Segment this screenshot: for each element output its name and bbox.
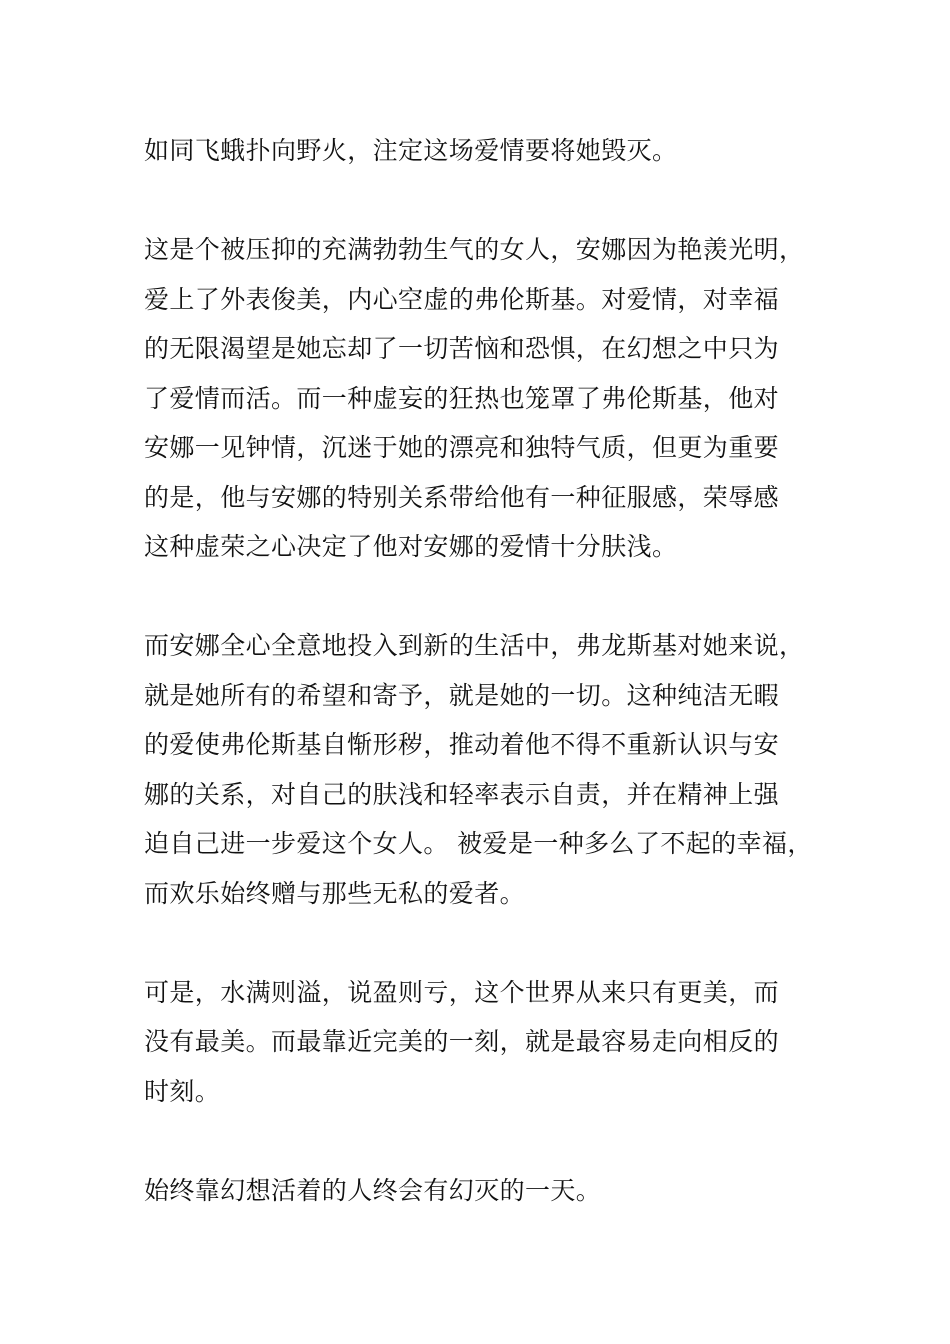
text-line: 了爱情而活。而一种虚妄的狂热也笼罩了弗伦斯基，他对: [144, 383, 780, 413]
text-line: 的爱使弗伦斯基自惭形秽，推动着他不得不重新认识与安: [144, 730, 780, 759]
paragraph-4: [144, 968, 834, 1117]
text-line: 就是她所有的希望和寄予，就是她的一切。这种纯洁无暇: [144, 680, 780, 710]
text-line: 迫自己进一步爱这个女人。 被爱是一种多么了不起的幸福，: [144, 829, 813, 858]
text-line: 爱上了外表俊美，内心空虚的弗伦斯基。对爱情，对幸福: [144, 284, 780, 314]
text-line: 而安娜全心全意地投入到新的生活中，弗龙斯基对她来说，: [144, 631, 805, 660]
text-line: 可是，水满则溢，说盈则亏，这个世界从来只有更美，而: [144, 977, 780, 1007]
document-body: [144, 126, 834, 1265]
text-line: 娜的关系，对自己的肤浅和轻率表示自责，并在精神上强: [144, 779, 780, 809]
text-line: 始终靠幻想活着的人终会有幻灭的一天。: [144, 1175, 602, 1205]
paragraph-1: [144, 126, 834, 176]
text-line: 没有最美。而最靠近完美的一刻，就是最容易走向相反的: [144, 1027, 780, 1056]
text-line: 这是个被压抑的充满勃勃生气的女人，安娜因为艳羡光明，: [144, 235, 805, 264]
text-line: 的是，他与安娜的特别关系带给他有一种征服感，荣辱感: [144, 482, 780, 512]
text-line: 而欢乐始终赠与那些无私的爱者。: [144, 878, 526, 908]
text-line: 时刻。: [144, 1076, 221, 1106]
paragraph-2: [144, 225, 834, 572]
text-line: 的无限渴望是她忘却了一切苦恼和恐惧，在幻想之中只为: [144, 334, 780, 363]
paragraph-3: [144, 621, 834, 918]
paragraph-5: [144, 1166, 834, 1216]
text-line: 安娜一见钟情，沉迷于她的漂亮和独特气质，但更为重要: [144, 433, 780, 462]
text-line: 这种虚荣之心决定了他对安娜的爱情十分肤浅。: [144, 532, 678, 561]
text-line: 如同飞蛾扑向野火，注定这场爱情要将她毁灭。: [144, 136, 678, 165]
